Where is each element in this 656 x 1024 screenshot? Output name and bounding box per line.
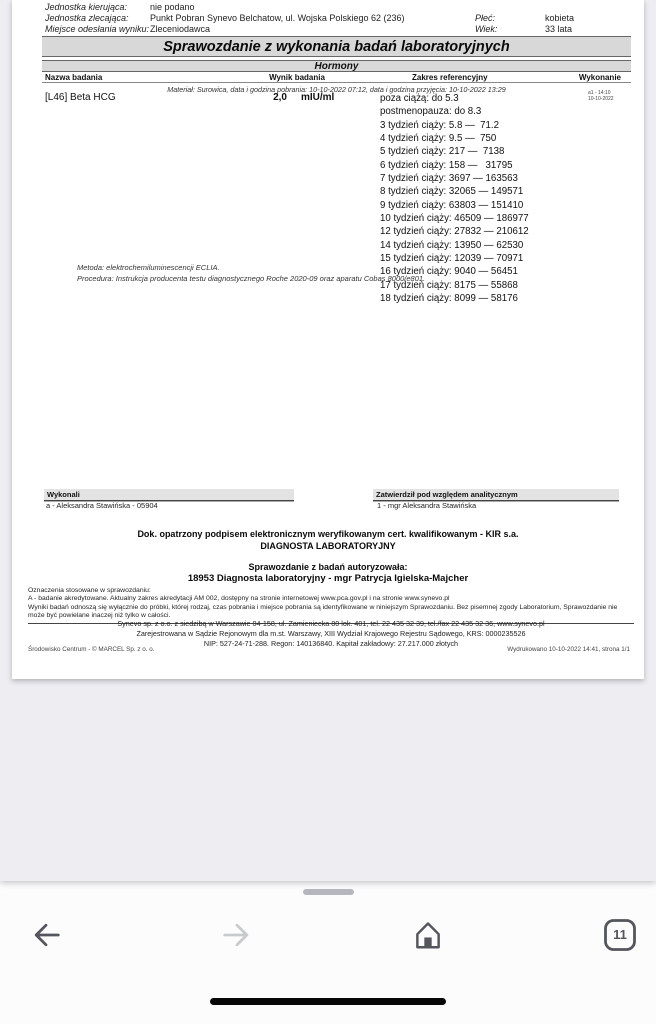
reference-range-line: 15 tydzień ciąży: 12039 — 70971 xyxy=(380,253,524,265)
performed-info xyxy=(588,90,614,102)
reference-range-line: 7 tydzień ciąży: 3697 — 163563 xyxy=(380,173,518,185)
method-line: Metoda: elektrochemiluminescencji ECLIA. xyxy=(77,263,220,272)
performed-by-header: Wykonali xyxy=(44,489,294,501)
forward-icon[interactable] xyxy=(219,917,255,953)
patient-sex-label: Płeć: xyxy=(475,13,496,23)
patient-age-value: 33 lata xyxy=(545,24,573,34)
back-icon[interactable] xyxy=(28,917,64,953)
home-indicator-bar[interactable] xyxy=(210,998,446,1005)
certification-line-1: Dok. opatrzony podpisem elektronicznym weryfikowanym cert. kwalifikowanym - KIR s.a. xyxy=(137,529,519,539)
header-label-referring-unit: Jednostka kierująca: xyxy=(45,2,128,12)
reference-range-line: 6 tydzień ciąży: 158 — 31795 xyxy=(380,159,513,171)
authorization-line-1: Sprawozdanie z badań autoryzowała: xyxy=(248,562,408,572)
reference-range-line: 8 tydzień ciąży: 32065 — 149571 xyxy=(380,186,524,198)
reference-range-line: 18 tydzień ciąży: 8099 — 58176 xyxy=(380,293,518,305)
footnote-line: A - badanie akredytowane. Aktualny zakres akredytacji AM 002, dostępny na stronie internetowej www.pca.gov.pl i na stronie www.synevo.pl xyxy=(28,595,450,603)
reference-range-line: 16 tydzień ciąży: 9040 — 56451 xyxy=(380,266,518,278)
header-value-referring-unit: nie podano xyxy=(150,2,195,12)
header-label-ordering-unit: Jednostka zlecająca: xyxy=(45,13,129,23)
reference-range-line: 10 tydzień ciąży: 46509 — 186977 xyxy=(380,213,529,225)
reference-range-line: 17 tydzień ciąży: 8175 — 55868 xyxy=(380,279,518,291)
column-test-name: Nazwa badania xyxy=(45,73,103,82)
footnote-line: Wyniki badań odnoszą się wyłącznie do próbki, której rodzaj, czas pobrania i miejsce pobrania są identyfikowane w niniejszym Sprawozdaniu. Bez pisemnej zgody Laboratorium, Sprawozdanie nie może być powielane inaczej niż tylko w całości. xyxy=(28,603,618,620)
company-info-line: Zarejestrowana w Sądzie Rejonowym dla m.st. Warszawy, XIII Wydział Krajowego Rejestru Sądowego, KRS: 0000235526 xyxy=(136,629,526,638)
reference-range-line: 5 tydzień ciąży: 217 — 7138 xyxy=(380,146,505,158)
reference-range-line: 14 tydzień ciąży: 13950 — 62530 xyxy=(380,239,524,251)
test-result-value: 2,0 xyxy=(273,92,287,103)
certification-line-2: DIAGNOSTA LABORATORYJNY xyxy=(260,541,396,551)
test-name: [L46] Beta HCG xyxy=(45,92,116,103)
column-performed: Wykonanie xyxy=(578,73,621,82)
column-reference-range: Zakres referencyjny xyxy=(412,73,488,82)
performed-line: a1 - 14:10 xyxy=(588,90,611,96)
reference-range-line: postmenopauza: do 8.3 xyxy=(380,106,482,118)
patient-age-label: Wiek: xyxy=(475,24,498,34)
approved-by-name: 1 - mgr Aleksandra Stawińska xyxy=(377,501,477,510)
header-label-result-destination: Miejsce odesłania wyniku: xyxy=(45,24,150,34)
section-header-hormones: Hormony xyxy=(42,60,631,72)
company-info xyxy=(28,619,634,649)
reference-range-line: 4 tydzień ciąży: 9.5 — 750 xyxy=(380,133,497,145)
reference-range-line: 12 tydzień ciąży: 27832 — 210612 xyxy=(380,226,529,238)
procedure-line: Procedura: Instrukcja producenta testu diagnostycznego Roche 2020-09 oraz aparatu Cobas 8000/e801. xyxy=(77,274,426,283)
tab-count-badge: 11 xyxy=(613,927,627,942)
reference-range-line: poza ciążą: do 5.3 xyxy=(380,93,459,104)
performed-by-name: a - Aleksandra Stawińska - 05904 xyxy=(46,501,158,510)
reference-range-line: 9 tydzień ciąży: 63803 — 151410 xyxy=(380,199,524,211)
tab-switcher-button[interactable] xyxy=(602,917,638,953)
material-info-line: Materiał: Surowica, data i godzina pobrania: 10-10-2022 07:12, data i godzina przyjęcia: 10-10-2022 13:29 xyxy=(167,85,506,94)
header-value-result-destination: Zleceniodawca xyxy=(150,24,211,34)
footer-print-info: Wydrukowano 10-10-2022 14:41, strona 1/1 xyxy=(507,646,630,653)
column-result: Wynik badania xyxy=(269,73,325,82)
company-info-line: NIP: 527-24-71-288. Regon: 140136840. Kapitał zakładowy: 27.217.000 złotych xyxy=(203,639,459,648)
performed-line: 10-10-2022 xyxy=(588,96,614,102)
browser-toolbar xyxy=(0,881,656,1024)
toolbar-grab-handle[interactable] xyxy=(303,889,354,895)
authorization-line-2: 18953 Diagnosta laboratoryjny - mgr Patrycja Igielska-Majcher xyxy=(187,573,469,584)
home-icon[interactable] xyxy=(410,917,446,953)
lab-report-page xyxy=(12,0,644,679)
footer-software-credit: Środowisko Centrum - © MARCEL Sp. z o. o. xyxy=(28,646,155,653)
reference-range-line: 3 tydzień ciąży: 5.8 — 71.2 xyxy=(380,119,500,131)
header-value-ordering-unit: Punkt Pobran Synevo Belchatow, ul. Wojska Polskiego 62 (236) xyxy=(150,13,405,23)
table-header-divider xyxy=(42,82,631,83)
test-result-unit: mIU/ml xyxy=(301,92,335,103)
report-title: Sprawozdanie z wykonania badań laboratoryjnych xyxy=(42,36,631,57)
approved-by-header: Zatwierdził pod względem analitycznym xyxy=(373,489,619,501)
company-info-line: Synevo sp. z o.o. z siedzibą w Warszawie 04-158, ul. Zamieniecka 80 lok. 401, tel. 22 435 32 39, tel./fax 22 435 32 36, www.synevo.pl xyxy=(117,619,545,628)
patient-sex-value: kobieta xyxy=(545,13,575,23)
footnote-line: Oznaczenia stosowane w sprawozdaniu: xyxy=(28,587,151,594)
